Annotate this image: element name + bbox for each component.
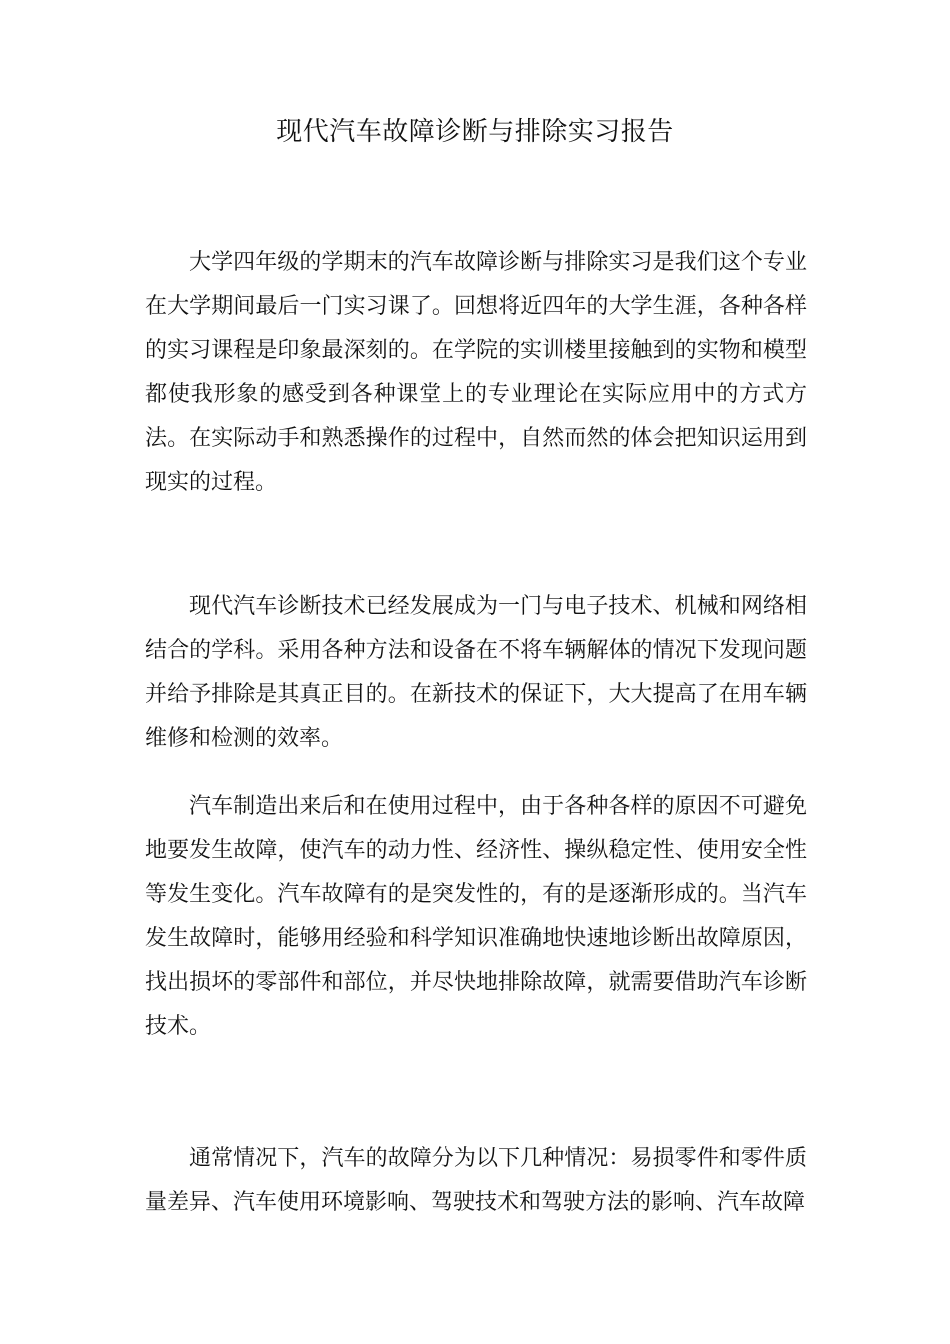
paragraph-1: 大学四年级的学期末的汽车故障诊断与排除实习是我们这个专业在大学期间最后一门实习课了。回想将近四年的大学生涯，各种各样的实习课程是印象最深刻的。在学院的实训楼里接触到的实物和模型都使我形象的感受到各种课堂上的专业理论在实际应用中的方式方法。在实际动手和熟悉操作的过程中，自然而然的体会把知识运用到现实的过程。 [145,250,807,495]
page-title: 现代汽车故障诊断与排除实习报告 [276,117,674,147]
paragraph-2: 现代汽车诊断技术已经发展成为一门与电子技术、机械和网络相结合的学科。采用各种方法和设备在不将车辆解体的情况下发现问题并给予排除是其真正目的。在新技术的保证下，大大提高了在用车辆维修和检测的效率。 [145,594,807,751]
paragraph-4: 通常情况下，汽车的故障分为以下几种情况：易损零件和零件质量差异、汽车使用环境影响、驾驶技术和驾驶方法的影响、汽车故障 [145,1146,807,1215]
paragraph-3: 汽车制造出来后和在使用过程中，由于各种各样的原因不可避免地要发生故障，使汽车的动力性、经济性、操纵稳定性、使用安全性等发生变化。汽车故障有的是突发性的，有的是逐渐形成的。当汽车发生故障时，能够用经验和科学知识准确地快速地诊断出故障原因，找出损坏的零部件和部位，并尽快地排除故障，就需要借助汽车诊断技术。 [145,794,807,1039]
